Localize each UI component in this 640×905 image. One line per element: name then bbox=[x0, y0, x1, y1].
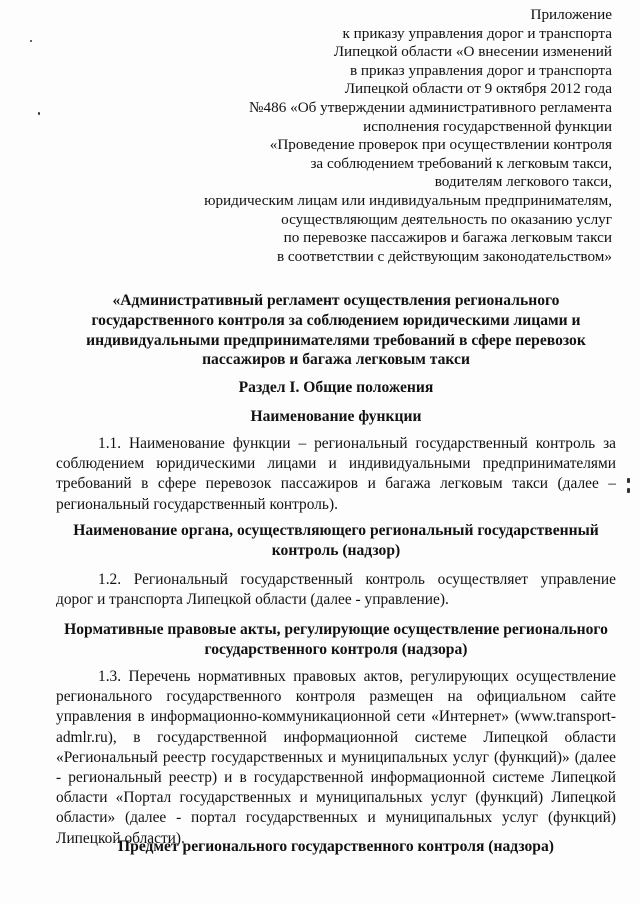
paragraph-line: дорог и транспорта Липецкой области (далее - управление). bbox=[56, 591, 449, 609]
paragraph-1-2 bbox=[56, 570, 616, 610]
organ-heading-line: Наименование органа, осуществляющего региональный государственный bbox=[73, 522, 599, 539]
annex-block bbox=[142, 6, 612, 266]
subject-heading bbox=[56, 837, 616, 857]
scan-speck bbox=[30, 40, 32, 42]
paragraph-line: требований в сфере перевозок пассажиров и багажа легковым такси (далее – bbox=[56, 475, 616, 493]
paragraph-1-3 bbox=[56, 667, 616, 849]
title-line: государственного контроля за соблюдением юридическими лицами и bbox=[91, 311, 581, 329]
annex-line: Липецкой области «О внесении изменений bbox=[333, 43, 612, 61]
title-line: индивидуальными предпринимателями требований в сфере перевозок bbox=[86, 331, 586, 349]
annex-line: в соответствии с действующим законодательством» bbox=[276, 247, 612, 265]
paragraph-line: региональный государственный контроль). bbox=[56, 495, 338, 513]
annex-line: «Проведение проверок при осуществлении контроля bbox=[269, 136, 612, 154]
section-heading-text: Раздел I. Общие положения bbox=[238, 379, 434, 396]
subject-heading-text: Предмет регионального государственного контроля (надзора) bbox=[118, 838, 554, 855]
legal-acts-heading bbox=[56, 620, 616, 660]
annex-line: юридическим лицам или индивидуальным предпринимателям, bbox=[204, 191, 612, 209]
paragraph-line: области» (далее - портал государственных и муниципальных услуг (функций) bbox=[56, 809, 616, 827]
annex-line: за соблюдением требований к легковым такси, bbox=[310, 154, 612, 172]
paragraph-line: 1.3. Перечень нормативных правовых актов, регулирующих осуществление bbox=[98, 668, 616, 685]
paragraph-line: управления в информационно-коммуникационной сети «Интернет» (www.transport- bbox=[56, 708, 616, 726]
organ-heading-line: контроль (надзор) bbox=[271, 541, 401, 559]
paragraph-line: области «Портал государственных и муниципальных услуг (функций) Липецкой bbox=[56, 789, 616, 807]
organ-name-heading bbox=[56, 521, 616, 561]
scan-speck bbox=[38, 112, 40, 115]
paragraph-line: соблюдением юридическими лицами и индивидуальными предпринимателями bbox=[56, 455, 616, 473]
paragraph-line: 1.2. Региональный государственный контроль осуществляет управление bbox=[98, 571, 616, 588]
function-name-heading-text: Наименование функции bbox=[250, 408, 422, 425]
title-line: «Административный регламент осуществления регионального bbox=[112, 292, 560, 309]
function-name-heading bbox=[56, 407, 616, 427]
annex-line: в приказ управления дорог и транспорта bbox=[349, 61, 612, 79]
legal-acts-heading-line: Нормативные правовые акты, регулирующие осуществление регионального bbox=[64, 621, 608, 638]
title-line: пассажиров и багажа легковым такси bbox=[202, 351, 470, 369]
annex-line: Приложение bbox=[530, 6, 612, 23]
annex-line: к приказу управления дорог и транспорта bbox=[342, 24, 612, 42]
scan-speck bbox=[627, 488, 630, 493]
paragraph-line: регионального государственного контроля размещен на официальном сайте bbox=[56, 688, 616, 706]
paragraph-line: Липецкой области). bbox=[56, 829, 185, 847]
paragraph-line: - региональный реестр) и в государственной информационной системе Липецкой bbox=[56, 769, 616, 787]
annex-line: №486 «Об утверждении административного регламента bbox=[249, 98, 612, 116]
annex-line: по перевозке пассажиров и багажа легковым такси bbox=[283, 229, 612, 247]
annex-line: водителям легкового такси, bbox=[434, 173, 612, 191]
paragraph-line: 1.1. Наименование функции – региональный государственный контроль за bbox=[98, 435, 616, 452]
legal-acts-heading-line: государственного контроля (надзора) bbox=[204, 640, 468, 658]
scan-speck bbox=[627, 478, 630, 483]
annex-line: осуществляющим деятельность по оказанию услуг bbox=[281, 210, 612, 228]
paragraph-line: «Региональный реестр государственных и муниципальных услуг (функций)» (далее bbox=[56, 748, 616, 766]
annex-line: Липецкой области от 9 октября 2012 года bbox=[344, 80, 612, 98]
paragraph-line: admlr.ru), в государственной информационной системе Липецкой области bbox=[56, 728, 616, 746]
annex-line: исполнения государственной функции bbox=[363, 117, 612, 135]
paragraph-1-1 bbox=[56, 434, 616, 515]
section-heading bbox=[56, 378, 616, 398]
document-title bbox=[56, 291, 616, 370]
